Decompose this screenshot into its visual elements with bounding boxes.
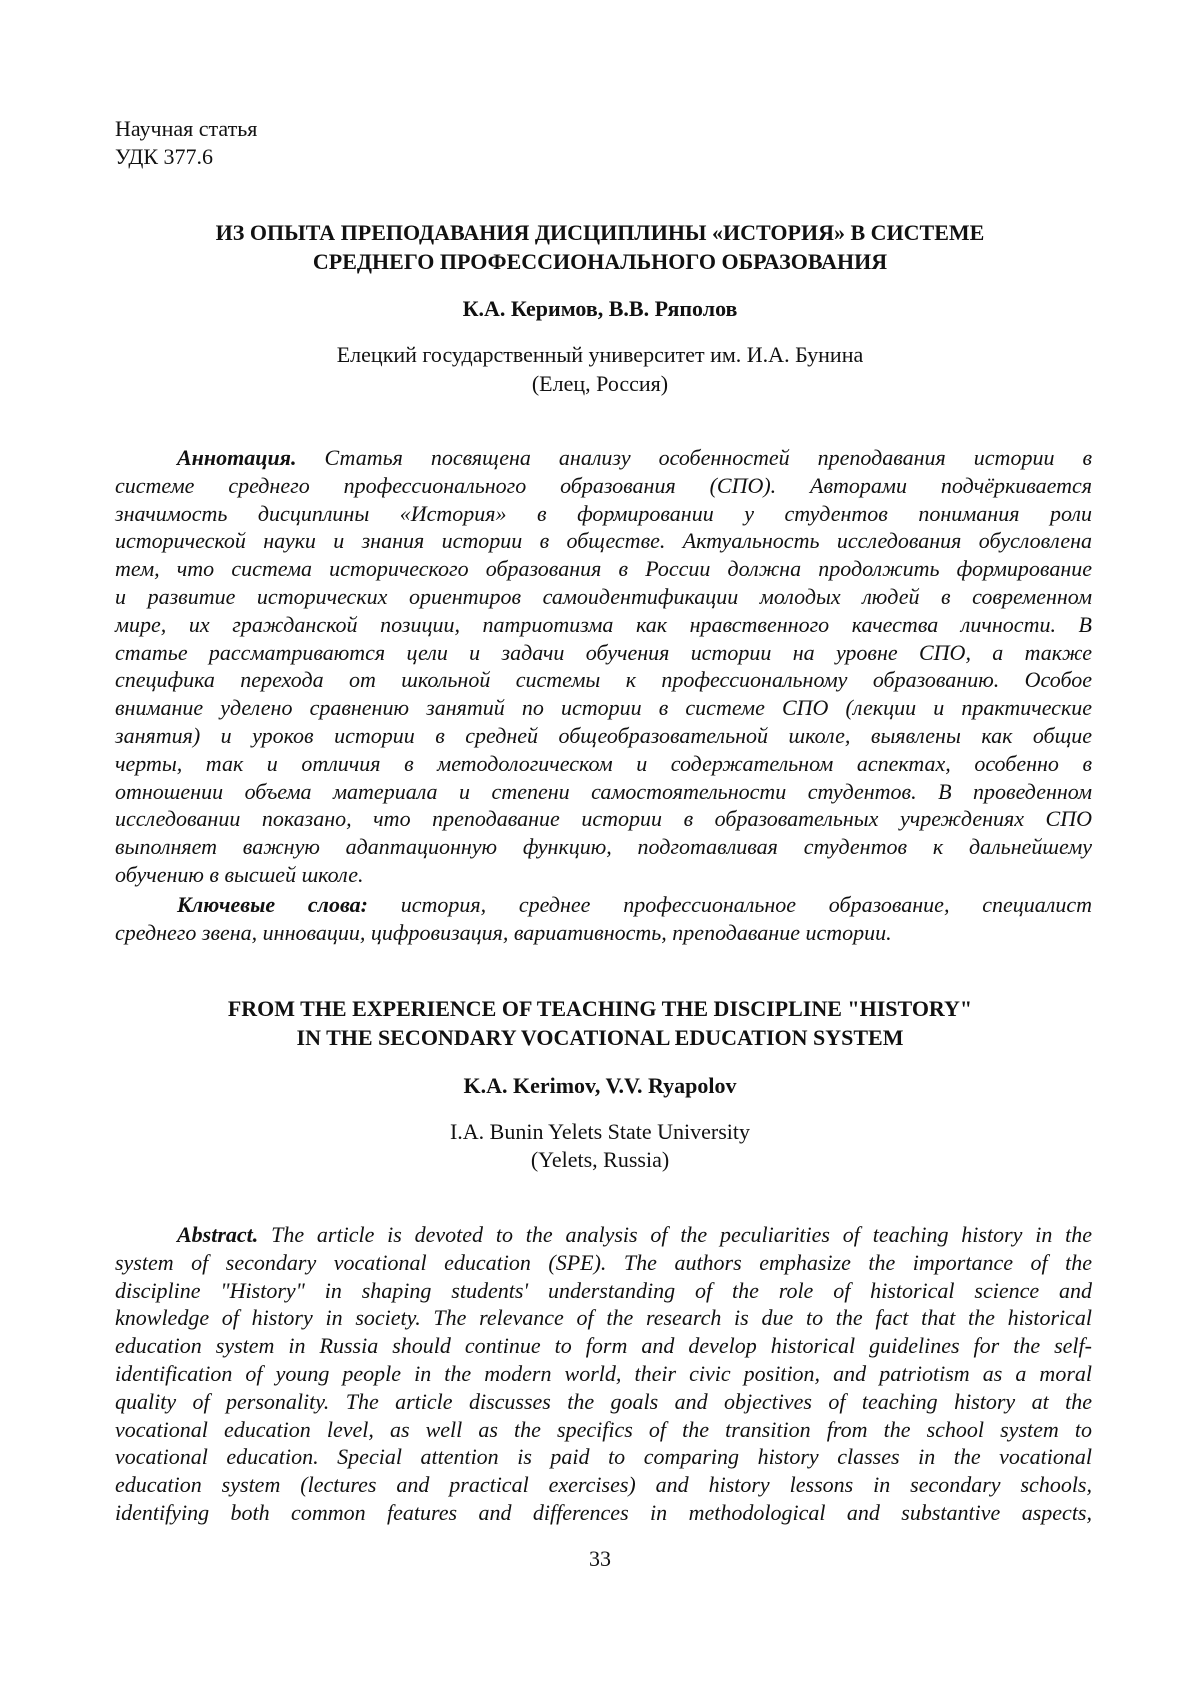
line-text: черты, так и отличия в методологическом и содержательном аспектах, особенно в [115,751,1092,776]
text-line [115,805,1092,833]
line-text: значимость дисциплины «История» в формировании у студентов понимания роли [115,501,1092,526]
text-line [115,1471,1092,1499]
ru-title-line-1: ИЗ ОПЫТА ПРЕПОДАВАНИЯ ДИСЦИПЛИНЫ «ИСТОРИЯ» В СИСТЕМЕ [0,218,1200,247]
text-line [115,750,1092,778]
line-text: system of secondary vocational education (SPE). The authors emphasize the importance of the [115,1250,1092,1275]
line-text: обучению в высшей школе. [115,862,364,887]
text-line [115,861,1092,889]
text-line [115,583,1092,611]
line-text: knowledge of history in society. The relevance of the research is due to the fact that the historical [115,1305,1092,1330]
text-line [115,639,1092,667]
line-text: статье рассматриваются цели и задачи обучения истории на уровне СПО, а также [115,640,1092,665]
en-title-line-2: IN THE SECONDARY VOCATIONAL EDUCATION SYSTEM [0,1023,1200,1052]
line-text: специфика перехода от школьной системы к профессиональному образованию. Особое [115,667,1092,692]
en-location: (Yelets, Russia) [0,1145,1200,1174]
article-type: Научная статья [115,115,257,143]
ru-affiliation: Елецкий государственный университет им. И.А. Бунина [0,340,1200,369]
text-line [115,1388,1092,1416]
text-line [115,778,1092,806]
text-line [115,1360,1092,1388]
line-text: внимание уделено сравнению занятий по истории в системе СПО (лекции и практические [115,695,1092,720]
line-text: The article is devoted to the analysis of the peculiarities of teaching history in the [271,1222,1092,1247]
paragraph-lead-label: Аннотация. [177,445,297,470]
en-affiliation: I.A. Bunin Yelets State University [0,1117,1200,1146]
ru-abstract [115,444,1092,889]
line-text: тем, что система исторического образования в России должна продолжить формирование [115,556,1092,581]
line-text: vocational education. Special attention is paid to comparing history classes in the vocational [115,1444,1092,1469]
text-line [115,1332,1092,1360]
page-number: 33 [0,1546,1200,1572]
ru-keywords [115,891,1092,947]
line-text: отношении объема материала и степени самостоятельности студентов. В проведенном [115,779,1092,804]
text-line [115,694,1092,722]
text-line [115,1416,1092,1444]
line-text: системе среднего профессионального образования (СПО). Авторами подчёркивается [115,473,1092,498]
text-line [115,891,1092,919]
ru-authors: К.А. Керимов, В.В. Ряполов [0,294,1200,323]
en-authors: K.A. Kerimov, V.V. Ryapolov [0,1071,1200,1100]
paragraph-lead-label: Abstract. [177,1222,258,1247]
text-line [115,444,1092,472]
line-text: vocational education level, as well as the specifics of the transition from the school system to [115,1417,1092,1442]
text-line [115,527,1092,555]
line-text: исследовании показано, что преподавание истории в образовательных учреждениях СПО [115,806,1092,831]
udc-code: УДК 377.6 [115,143,213,171]
text-line [115,1221,1092,1249]
text-line [115,666,1092,694]
text-line [115,500,1092,528]
text-line [115,1443,1092,1471]
paragraph-lead-label: Ключевые слова: [177,892,368,917]
line-text: discipline "History" in shaping students' understanding of the role of historical science and [115,1278,1092,1303]
line-text: Статья посвящена анализу особенностей преподавания истории в [325,445,1092,470]
text-line [115,833,1092,861]
en-title-line-1: FROM THE EXPERIENCE OF TEACHING THE DISCIPLINE "HISTORY" [0,994,1200,1023]
text-line [115,1277,1092,1305]
line-text: занятия) и уроков истории в средней общеобразовательной школе, выявлены как общие [115,723,1092,748]
line-text: мире, их гражданской позиции, патриотизма как нравственного качества личности. В [115,612,1092,637]
text-line [115,1499,1092,1527]
en-abstract [115,1221,1092,1527]
line-text: выполняет важную адаптационную функцию, подготавливая студентов к дальнейшему [115,834,1092,859]
text-line [115,722,1092,750]
line-text: identifying both common features and differences in methodological and substantive aspects, [115,1500,1092,1525]
line-text: и развитие исторических ориентиров самоидентификации молодых людей в современном [115,584,1092,609]
ru-title-line-2: СРЕДНЕГО ПРОФЕССИОНАЛЬНОГО ОБРАЗОВАНИЯ [0,247,1200,276]
text-line [115,1304,1092,1332]
line-text: quality of personality. The article discusses the goals and objectives of teaching history at the [115,1389,1092,1414]
text-line [115,555,1092,583]
ru-location: (Елец, Россия) [0,369,1200,398]
line-text: исторической науки и знания истории в обществе. Актуальность исследования обусловлена [115,528,1092,553]
line-text: история, среднее профессиональное образование, специалист [401,892,1092,917]
line-text: среднего звена, инновации, цифровизация, вариативность, преподавание истории. [115,920,892,945]
text-line [115,1249,1092,1277]
text-line [115,611,1092,639]
text-line [115,919,1092,947]
line-text: education system in Russia should continue to form and develop historical guidelines for the self- [115,1333,1092,1358]
line-text: education system (lectures and practical exercises) and history lessons in secondary schools, [115,1472,1092,1497]
text-line [115,472,1092,500]
line-text: identification of young people in the modern world, their civic position, and patriotism as a moral [115,1361,1092,1386]
